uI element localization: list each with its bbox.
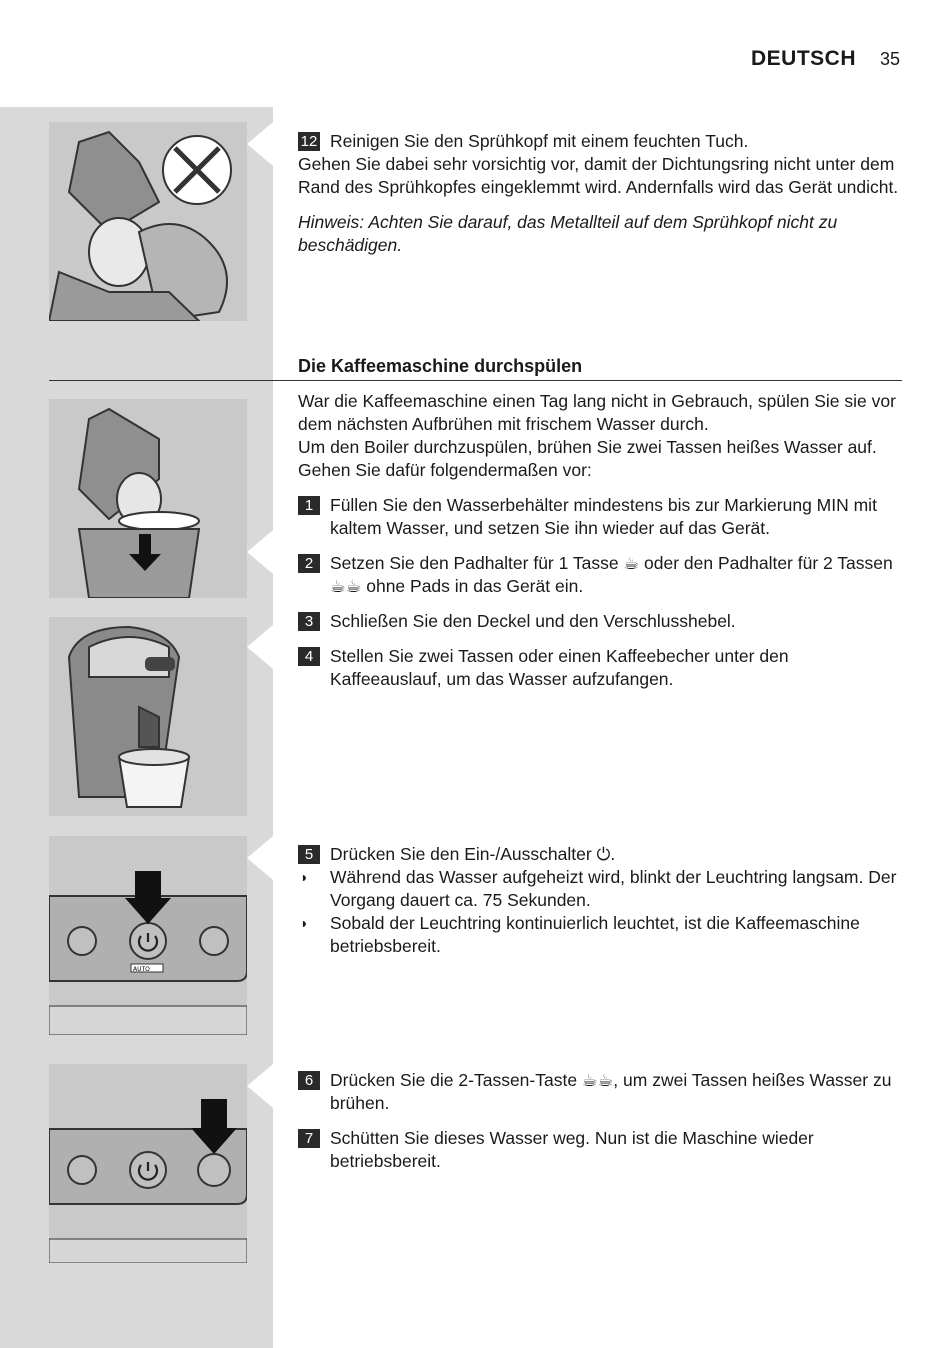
step-12-body: Gehen Sie dabei sehr vorsichtig vor, damit der Dichtungsring nicht unter dem Rand des Sprühkopfes eingeklemmt wird. Andernfalls wird das Gerät undicht. (298, 154, 899, 197)
bullet-item (298, 866, 904, 912)
step-6 (298, 1069, 904, 1115)
step-2 (298, 552, 904, 598)
illustration-cup-under-spout (49, 617, 247, 816)
step-text: Schütten Sie dieses Wasser weg. Nun ist die Maschine wieder betriebsbereit. (330, 1128, 814, 1171)
step-7 (298, 1127, 904, 1173)
illustration-pointer (247, 530, 273, 574)
illustration-pointer (247, 1064, 273, 1108)
step-number-badge: 1 (298, 496, 320, 515)
step-5 (298, 843, 904, 866)
language-heading: DEUTSCH (750, 47, 856, 70)
step-number-badge: 3 (298, 612, 320, 631)
step-text: Drücken Sie den Ein-/Ausschalter ⏻. (330, 844, 616, 864)
step-number-badge: 6 (298, 1071, 320, 1090)
step-12-note: Hinweis: Achten Sie darauf, das Metallteil auf dem Sprühkopf nicht zu beschädigen. (298, 212, 838, 255)
step-number-badge: 7 (298, 1129, 320, 1148)
bullet-text: Während das Wasser aufgeheizt wird, blinkt der Leuchtring langsam. Der Vorgang dauert ca. 75 Sekunden. (330, 867, 897, 910)
illustration-clean-spray-head (49, 122, 247, 321)
illustration-press-power (49, 836, 247, 1035)
step-number-badge: 2 (298, 554, 320, 573)
illustration-pointer (247, 836, 273, 880)
step-3 (298, 610, 904, 633)
illustration-pointer (247, 122, 273, 166)
step-4 (298, 645, 904, 691)
bullet-icon: ◗ (300, 869, 309, 885)
step-12-block (298, 130, 904, 257)
flush-instructions (298, 390, 904, 691)
auto-off-label: AUTO (133, 966, 150, 973)
bullet-icon: ◗ (300, 915, 309, 931)
step-1 (298, 494, 904, 540)
intro-paragraph-1: War die Kaffeemaschine einen Tag lang nicht in Gebrauch, spülen Sie sie vor dem nächsten Aufbrühen mit frischem Wasser durch. (298, 391, 896, 434)
bullet-text: Sobald der Leuchtring kontinuierlich leuchtet, ist die Kaffeemaschine betriebsbereit. (330, 913, 860, 956)
illustration-pointer (247, 625, 273, 669)
section-heading: Die Kaffeemaschine durchspülen (298, 356, 583, 376)
step-text: Füllen Sie den Wasserbehälter mindestens bis zur Markierung MIN mit kaltem Wasser, und setzen Sie ihn wieder auf das Gerät. (330, 495, 877, 538)
step-text: Schließen Sie den Deckel und den Verschlusshebel. (330, 611, 736, 631)
illustration-insert-pad-holder (49, 399, 247, 598)
step-text: Drücken Sie die 2-Tassen-Taste ☕☕, um zwei Tassen heißes Wasser zu brühen. (330, 1070, 892, 1113)
step-text: Setzen Sie den Padhalter für 1 Tasse ☕ oder den Padhalter für 2 Tassen ☕☕ ohne Pads in das Gerät ein. (330, 553, 893, 596)
step-text: Stellen Sie zwei Tassen oder einen Kaffeebecher unter den Kaffeeauslauf, um das Wasser aufzufangen. (330, 646, 789, 689)
step-number-badge: 4 (298, 647, 320, 666)
step-12-title: Reinigen Sie den Sprühkopf mit einem feuchten Tuch. (330, 131, 749, 151)
step-number-badge: 5 (298, 845, 320, 864)
intro-paragraph-2: Um den Boiler durchzuspülen, brühen Sie zwei Tassen heißes Wasser auf. Gehen Sie dafür folgendermaßen vor: (298, 437, 877, 480)
steps-6-7-block (298, 1069, 904, 1173)
step-number-badge: 12 (298, 132, 320, 151)
step-5-block (298, 843, 904, 958)
section-divider (49, 380, 902, 381)
bullet-item (298, 912, 904, 958)
illustration-press-two-cup (49, 1064, 247, 1263)
page-number: 35 (879, 49, 900, 69)
